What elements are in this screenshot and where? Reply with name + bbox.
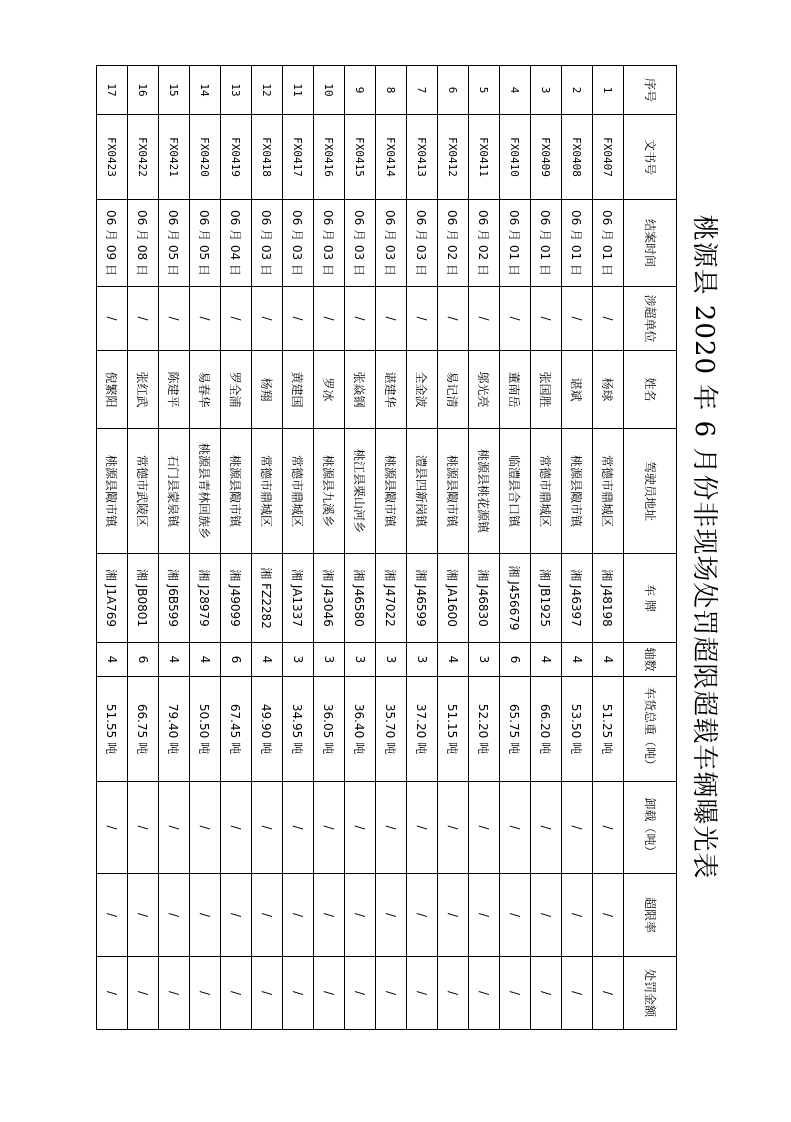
cell-doc-no: FX0416 — [314, 115, 345, 200]
cell-weight: 35.70 吨 — [376, 677, 407, 782]
cell-fine: / — [190, 957, 221, 1030]
cell-unit: / — [97, 287, 128, 351]
cell-rate: / — [314, 874, 345, 957]
cell-plate: 湘 FZ2282 — [252, 554, 283, 643]
table-row — [562, 66, 593, 1030]
cell-unit: / — [314, 287, 345, 351]
cell-closed-date: 06 月 03 日 — [314, 200, 345, 287]
cell-unload: / — [500, 782, 531, 874]
header-unit: 涉超单位 — [624, 287, 677, 351]
cell-plate: 湘 J46580 — [345, 554, 376, 643]
cell-unload: / — [345, 782, 376, 874]
table-body — [97, 66, 624, 1030]
cell-unit: / — [283, 287, 314, 351]
cell-doc-no: FX0414 — [376, 115, 407, 200]
cell-plate: 湘 J6B599 — [159, 554, 190, 643]
overload-exposure-table — [96, 65, 677, 1030]
cell-weight: 51.25 吨 — [593, 677, 624, 782]
table-row — [531, 66, 562, 1030]
cell-address: 石门县蒙泉镇 — [159, 429, 190, 554]
cell-unload: / — [531, 782, 562, 874]
cell-unload: / — [190, 782, 221, 874]
cell-axles: 4 — [562, 643, 593, 677]
cell-axles: 6 — [221, 643, 252, 677]
cell-seq: 1 — [593, 66, 624, 115]
cell-closed-date: 06 月 05 日 — [190, 200, 221, 287]
cell-address: 常德市鼎城区 — [252, 429, 283, 554]
cell-doc-no: FX0412 — [438, 115, 469, 200]
cell-weight: 51.55 吨 — [97, 677, 128, 782]
cell-unit: / — [159, 287, 190, 351]
cell-weight: 66.75 吨 — [128, 677, 159, 782]
cell-unit: / — [128, 287, 159, 351]
cell-axles: 4 — [531, 643, 562, 677]
rotated-page — [104, 65, 729, 1029]
cell-fine: / — [345, 957, 376, 1030]
header-axles: 轴数 — [624, 643, 677, 677]
cell-rate: / — [500, 874, 531, 957]
cell-name: 杨球 — [593, 351, 624, 429]
table-row — [252, 66, 283, 1030]
header-name: 姓名 — [624, 351, 677, 429]
cell-seq: 16 — [128, 66, 159, 115]
cell-axles: 4 — [190, 643, 221, 677]
cell-fine: / — [500, 957, 531, 1030]
cell-fine: / — [407, 957, 438, 1030]
cell-unload: / — [159, 782, 190, 874]
cell-weight: 36.40 吨 — [345, 677, 376, 782]
cell-doc-no: FX0421 — [159, 115, 190, 200]
cell-name: 全金波 — [407, 351, 438, 429]
cell-unload: / — [407, 782, 438, 874]
cell-rate: / — [531, 874, 562, 957]
cell-rate: / — [438, 874, 469, 957]
cell-unload: / — [221, 782, 252, 874]
cell-weight: 50.50 吨 — [190, 677, 221, 782]
cell-weight: 37.20 吨 — [407, 677, 438, 782]
cell-seq: 7 — [407, 66, 438, 115]
cell-closed-date: 06 月 03 日 — [283, 200, 314, 287]
table-row — [128, 66, 159, 1030]
cell-closed-date: 06 月 04 日 — [221, 200, 252, 287]
cell-seq: 14 — [190, 66, 221, 115]
cell-name: 倪繁阳 — [97, 351, 128, 429]
cell-unit: / — [562, 287, 593, 351]
cell-address: 桃源县青林回族乡 — [190, 429, 221, 554]
cell-address: 常德市鼎城区 — [593, 429, 624, 554]
cell-seq: 9 — [345, 66, 376, 115]
cell-weight: 66.20 吨 — [531, 677, 562, 782]
cell-axles: 4 — [593, 643, 624, 677]
cell-fine: / — [376, 957, 407, 1030]
cell-weight: 49.90 吨 — [252, 677, 283, 782]
cell-rate: / — [97, 874, 128, 957]
cell-name: 易春华 — [190, 351, 221, 429]
cell-closed-date: 06 月 03 日 — [345, 200, 376, 287]
cell-weight: 65.75 吨 — [500, 677, 531, 782]
cell-doc-no: FX0415 — [345, 115, 376, 200]
cell-axles: 3 — [345, 643, 376, 677]
cell-address: 桃源县陬市镇 — [221, 429, 252, 554]
cell-name: 杨翔 — [252, 351, 283, 429]
header-seq: 序号 — [624, 66, 677, 115]
cell-unload: / — [283, 782, 314, 874]
cell-unload: / — [562, 782, 593, 874]
table-row — [438, 66, 469, 1030]
cell-axles: 3 — [469, 643, 500, 677]
cell-unit: / — [345, 287, 376, 351]
table-row — [593, 66, 624, 1030]
cell-plate: 湘 J49099 — [221, 554, 252, 643]
table-row — [159, 66, 190, 1030]
cell-axles: 3 — [314, 643, 345, 677]
cell-unload: / — [128, 782, 159, 874]
cell-fine: / — [283, 957, 314, 1030]
cell-rate: / — [593, 874, 624, 957]
cell-axles: 4 — [97, 643, 128, 677]
cell-name: 黄建国 — [283, 351, 314, 429]
cell-weight: 52.20 吨 — [469, 677, 500, 782]
cell-address: 常德市武陵区 — [128, 429, 159, 554]
table-row — [314, 66, 345, 1030]
cell-plate: 湘 J47022 — [376, 554, 407, 643]
cell-unit: / — [190, 287, 221, 351]
cell-name: 陈建平 — [159, 351, 190, 429]
header-doc-no: 文书号 — [624, 115, 677, 200]
cell-name: 张焱钢 — [345, 351, 376, 429]
cell-weight: 34.95 吨 — [283, 677, 314, 782]
cell-fine: / — [593, 957, 624, 1030]
table-row — [469, 66, 500, 1030]
cell-plate: 湘 JB1925 — [531, 554, 562, 643]
cell-closed-date: 06 月 02 日 — [438, 200, 469, 287]
cell-doc-no: FX0408 — [562, 115, 593, 200]
cell-seq: 10 — [314, 66, 345, 115]
cell-weight: 36.05 吨 — [314, 677, 345, 782]
cell-doc-no: FX0411 — [469, 115, 500, 200]
cell-unload: / — [252, 782, 283, 874]
cell-unit: / — [407, 287, 438, 351]
cell-name: 罗冰 — [314, 351, 345, 429]
cell-unload: / — [469, 782, 500, 874]
header-address: 驾驶员地址 — [624, 429, 677, 554]
header-closed-date: 结案时间 — [624, 200, 677, 287]
cell-address: 常德市鼎城区 — [283, 429, 314, 554]
cell-fine: / — [252, 957, 283, 1030]
cell-weight: 51.15 吨 — [438, 677, 469, 782]
table-row — [221, 66, 252, 1030]
cell-fine: / — [469, 957, 500, 1030]
cell-plate: 湘 JA1600 — [438, 554, 469, 643]
cell-fine: / — [314, 957, 345, 1030]
cell-seq: 12 — [252, 66, 283, 115]
cell-axles: 6 — [128, 643, 159, 677]
cell-doc-no: FX0410 — [500, 115, 531, 200]
cell-fine: / — [97, 957, 128, 1030]
cell-doc-no: FX0417 — [283, 115, 314, 200]
cell-seq: 5 — [469, 66, 500, 115]
cell-rate: / — [252, 874, 283, 957]
cell-axles: 3 — [407, 643, 438, 677]
cell-doc-no: FX0419 — [221, 115, 252, 200]
cell-unit: / — [376, 287, 407, 351]
cell-address: 常德市鼎城区 — [531, 429, 562, 554]
cell-axles: 4 — [159, 643, 190, 677]
cell-fine: / — [159, 957, 190, 1030]
cell-doc-no: FX0409 — [531, 115, 562, 200]
cell-closed-date: 06 月 03 日 — [376, 200, 407, 287]
cell-closed-date: 06 月 08 日 — [128, 200, 159, 287]
table-row — [376, 66, 407, 1030]
cell-name: 董南岳 — [500, 351, 531, 429]
cell-seq: 2 — [562, 66, 593, 115]
cell-seq: 3 — [531, 66, 562, 115]
cell-fine: / — [128, 957, 159, 1030]
cell-closed-date: 06 月 03 日 — [252, 200, 283, 287]
page-title: 桃源县 2020 年 6 月份非现场处罚超限超载车辆曝光表 — [689, 214, 719, 880]
cell-seq: 6 — [438, 66, 469, 115]
cell-rate: / — [128, 874, 159, 957]
cell-rate: / — [376, 874, 407, 957]
cell-weight: 67.45 吨 — [221, 677, 252, 782]
cell-unload: / — [376, 782, 407, 874]
cell-closed-date: 06 月 01 日 — [593, 200, 624, 287]
cell-plate: 湘 J46397 — [562, 554, 593, 643]
cell-closed-date: 06 月 01 日 — [562, 200, 593, 287]
cell-name: 罗全浦 — [221, 351, 252, 429]
cell-fine: / — [438, 957, 469, 1030]
header-rate: 超限率 — [624, 874, 677, 957]
cell-fine: / — [562, 957, 593, 1030]
cell-rate: / — [407, 874, 438, 957]
cell-unit: / — [469, 287, 500, 351]
cell-address: 桃江县栗山河乡 — [345, 429, 376, 554]
table-row — [283, 66, 314, 1030]
cell-doc-no: FX0423 — [97, 115, 128, 200]
table-row — [345, 66, 376, 1030]
cell-weight: 79.40 吨 — [159, 677, 190, 782]
cell-address: 桃源县陬市镇 — [97, 429, 128, 554]
cell-weight: 53.50 吨 — [562, 677, 593, 782]
cell-plate: 湘 J48198 — [593, 554, 624, 643]
cell-seq: 13 — [221, 66, 252, 115]
table-row — [97, 66, 128, 1030]
cell-unload: / — [97, 782, 128, 874]
cell-axles: 4 — [438, 643, 469, 677]
cell-seq: 17 — [97, 66, 128, 115]
cell-rate: / — [562, 874, 593, 957]
cell-plate: 湘 J1A769 — [97, 554, 128, 643]
header-weight: 车货总重（吨） — [624, 677, 677, 782]
cell-address: 桃源县陬市镇 — [376, 429, 407, 554]
cell-name: 邬光亮 — [469, 351, 500, 429]
cell-plate: 湘 J28979 — [190, 554, 221, 643]
cell-rate: / — [221, 874, 252, 957]
cell-axles: 4 — [252, 643, 283, 677]
header-fine: 处罚金额 — [624, 957, 677, 1030]
cell-seq: 15 — [159, 66, 190, 115]
header-plate: 车 牌 — [624, 554, 677, 643]
cell-unload: / — [314, 782, 345, 874]
cell-rate: / — [345, 874, 376, 957]
cell-doc-no: FX0413 — [407, 115, 438, 200]
cell-name: 张国胜 — [531, 351, 562, 429]
cell-fine: / — [531, 957, 562, 1030]
cell-rate: / — [283, 874, 314, 957]
cell-unit: / — [500, 287, 531, 351]
cell-axles: 3 — [283, 643, 314, 677]
cell-doc-no: FX0407 — [593, 115, 624, 200]
cell-address: 桃源县九溪乡 — [314, 429, 345, 554]
cell-address: 临澧县合口镇 — [500, 429, 531, 554]
cell-seq: 8 — [376, 66, 407, 115]
cell-plate: 湘 J43046 — [314, 554, 345, 643]
cell-address: 澧县四新岗镇 — [407, 429, 438, 554]
cell-axles: 6 — [500, 643, 531, 677]
cell-rate: / — [190, 874, 221, 957]
cell-name: 谌斌 — [562, 351, 593, 429]
cell-unit: / — [221, 287, 252, 351]
cell-address: 桃源县陬市镇 — [438, 429, 469, 554]
cell-unit: / — [252, 287, 283, 351]
cell-closed-date: 06 月 02 日 — [469, 200, 500, 287]
cell-name: 谌建华 — [376, 351, 407, 429]
table-row — [190, 66, 221, 1030]
cell-name: 易记清 — [438, 351, 469, 429]
cell-unload: / — [593, 782, 624, 874]
cell-rate: / — [469, 874, 500, 957]
cell-unit: / — [531, 287, 562, 351]
cell-unload: / — [438, 782, 469, 874]
table-row — [407, 66, 438, 1030]
cell-address: 桃源县桃花源镇 — [469, 429, 500, 554]
table-row — [500, 66, 531, 1030]
cell-plate: 湘 J46599 — [407, 554, 438, 643]
cell-rate: / — [159, 874, 190, 957]
cell-closed-date: 06 月 09 日 — [97, 200, 128, 287]
cell-seq: 4 — [500, 66, 531, 115]
cell-plate: 湘 JA1337 — [283, 554, 314, 643]
cell-doc-no: FX0418 — [252, 115, 283, 200]
cell-doc-no: FX0420 — [190, 115, 221, 200]
cell-fine: / — [221, 957, 252, 1030]
cell-unit: / — [593, 287, 624, 351]
table-header-row — [624, 66, 677, 1030]
cell-plate: 湘 J456679 — [500, 554, 531, 643]
cell-unit: / — [438, 287, 469, 351]
cell-address: 桃源县陬市镇 — [562, 429, 593, 554]
cell-closed-date: 06 月 05 日 — [159, 200, 190, 287]
cell-axles: 3 — [376, 643, 407, 677]
cell-closed-date: 06 月 01 日 — [500, 200, 531, 287]
cell-plate: 湘 J46830 — [469, 554, 500, 643]
header-unload: 卸载（吨） — [624, 782, 677, 874]
cell-closed-date: 06 月 03 日 — [407, 200, 438, 287]
cell-doc-no: FX0422 — [128, 115, 159, 200]
cell-plate: 湘 JB0801 — [128, 554, 159, 643]
cell-closed-date: 06 月 01 日 — [531, 200, 562, 287]
cell-seq: 11 — [283, 66, 314, 115]
cell-name: 张红武 — [128, 351, 159, 429]
